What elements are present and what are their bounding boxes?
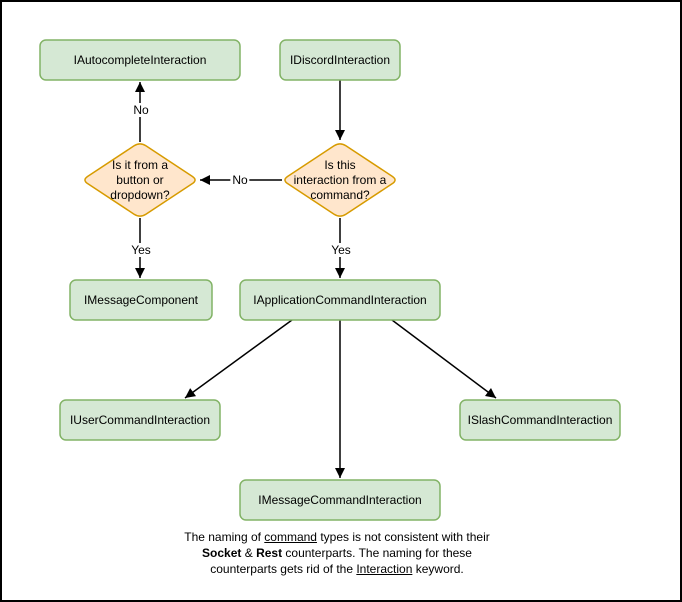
edge-label-yes-message-component: Yes [131,243,151,257]
edge-label-no-autocomplete: No [133,103,149,117]
node-label-message-command: IMessageCommandInteraction [258,492,422,507]
node-decision-button-dropdown [85,144,195,216]
edge-application-to-slash-command [392,320,496,398]
node-message-component [70,280,212,320]
node-autocomplete-interaction [40,40,240,80]
node-label-application-command: IApplicationCommandInteraction [253,292,427,307]
node-slash-command-interaction [460,400,620,440]
node-label-user-command: IUserCommandInteraction [69,412,211,427]
node-label-discord: IDiscordInteraction [289,52,391,67]
node-label-decision-button-dropdown: Is it from a button or dropdown? [110,157,170,202]
node-label-decision-from-command: Is this interaction from a command? [293,157,387,202]
edge-application-to-user-command [185,320,292,398]
node-decision-from-command [285,144,395,216]
node-label-message-component: IMessageComponent [83,292,199,307]
node-user-command-interaction [60,400,220,440]
node-discord-interaction [280,40,400,80]
node-label-slash-command: ISlashCommandInteraction [467,412,613,427]
edge-label-no-button-dropdown: No [232,173,248,187]
node-message-command-interaction [240,480,440,520]
node-label-autocomplete: IAutocompleteInteraction [73,52,207,67]
node-application-command-interaction [240,280,440,320]
note-text: The naming of command types is not consistent with their Socket & Rest counterparts. The naming for these counterparts gets rid of the Interaction keyword. [184,530,490,576]
edge-label-yes-application-command: Yes [331,243,351,257]
